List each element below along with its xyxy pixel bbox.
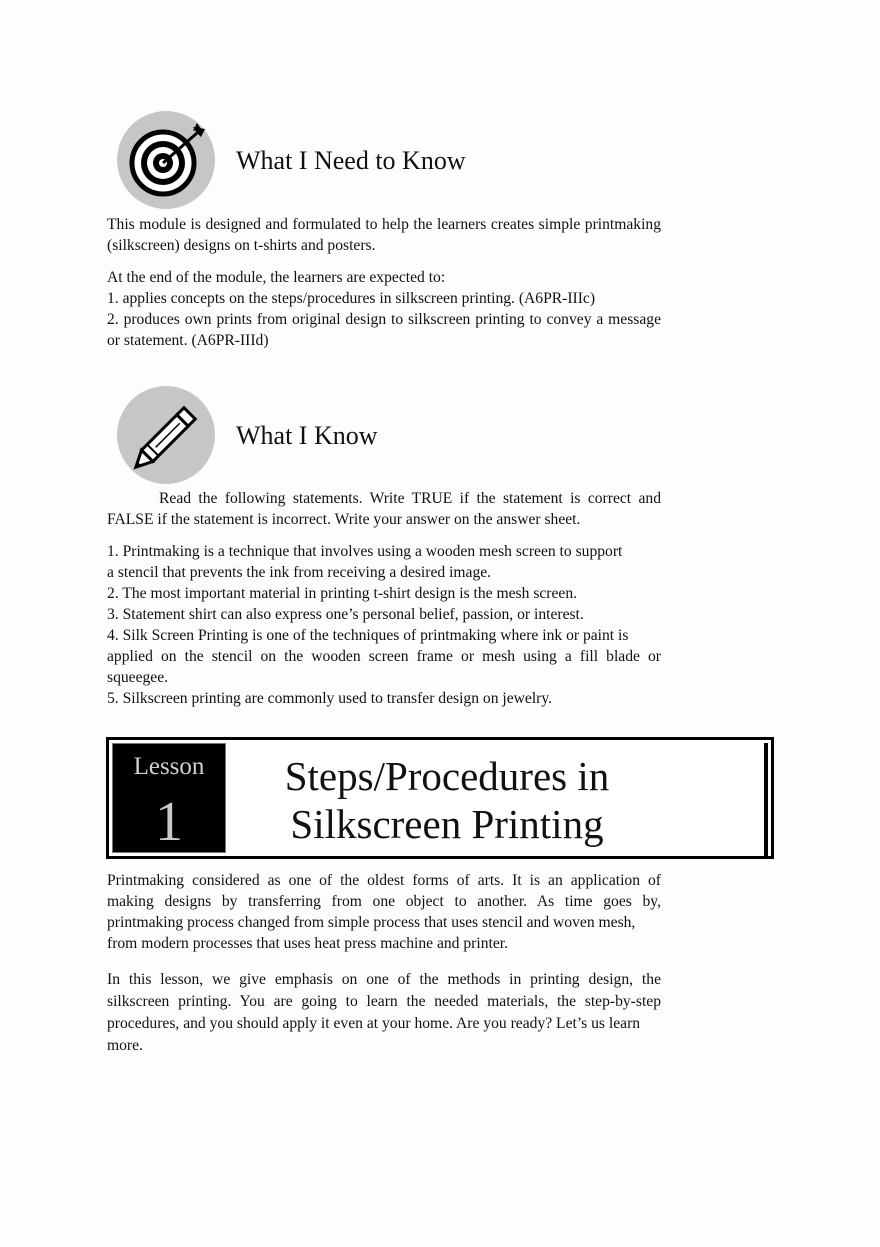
- question-1-line1: 1. Printmaking is a technique that involves using a wooden mesh screen to support: [107, 543, 623, 560]
- lesson-number: 1: [155, 791, 183, 853]
- target-icon: [117, 111, 215, 209]
- lesson-title-line1: Steps/Procedures in: [284, 753, 610, 799]
- lesson-para1-line1: Printmaking considered as one of the oldest forms of arts. It is an application of: [107, 872, 661, 889]
- objective-1: 1. applies concepts on the steps/procedures in silkscreen printing. (A6PR-IIIc): [107, 290, 596, 307]
- question-1-line2: a stencil that prevents the ink from receiving a desired image.: [107, 564, 492, 581]
- instructions-paragraph: Read the following statements. Write TRUE if the statement is correct and FALSE if the statement is incorrect. Write your answer on the answer sheet.: [107, 490, 661, 528]
- question-3: 3. Statement shirt can also express one’s personal belief, passion, or interest.: [107, 606, 584, 623]
- lesson-para2-line1: In this lesson, we give emphasis on one of the methods in printing design, the: [107, 971, 661, 988]
- section-title-know: What I Know: [236, 421, 378, 450]
- question-4-line1: 4. Silk Screen Printing is one of the techniques of printmaking where ink or paint is: [107, 627, 629, 644]
- lesson-title: [227, 752, 667, 848]
- lesson-banner: [106, 737, 774, 859]
- banner-shadow: [764, 743, 768, 857]
- question-4-line3: squeegee.: [107, 669, 169, 686]
- intro-paragraph: This module is designed and formulated to help the learners creates simple printmaking (silkscreen) designs on t-shirts and posters.: [107, 216, 661, 254]
- lesson-number-box: [112, 743, 226, 853]
- objective-2: 2. produces own prints from original design to silkscreen printing to convey a message or statement. (A6PR-IIId): [107, 311, 661, 349]
- lesson-label: Lesson: [133, 753, 205, 780]
- lesson-title-line2: Silkscreen Printing: [290, 801, 604, 847]
- lesson-para2-line4: more.: [107, 1037, 143, 1054]
- lesson-para1-line3: printmaking process changed from simple process that uses stencil and woven mesh,: [107, 914, 636, 931]
- lesson-para1-line4: from modern processes that uses heat press machine and printer.: [107, 935, 508, 952]
- expect-lead: At the end of the module, the learners are expected to:: [107, 269, 446, 286]
- lesson-para2-line2: silkscreen printing. You are going to learn the needed materials, the step-by-step: [107, 993, 661, 1010]
- lesson-para1-line2: making designs by transferring from one object to another. As time goes by,: [107, 893, 661, 910]
- lesson-para2-line3: procedures, and you should apply it even at your home. Are you ready? Let’s us learn: [107, 1015, 641, 1032]
- question-4-line2: applied on the stencil on the wooden screen frame or mesh using a fill blade or: [107, 648, 661, 665]
- pencil-icon: [117, 386, 215, 484]
- question-5: 5. Silkscreen printing are commonly used to transfer design on jewelry.: [107, 690, 553, 707]
- section-title-need: What I Need to Know: [236, 146, 466, 175]
- question-2: 2. The most important material in printing t-shirt design is the mesh screen.: [107, 585, 578, 602]
